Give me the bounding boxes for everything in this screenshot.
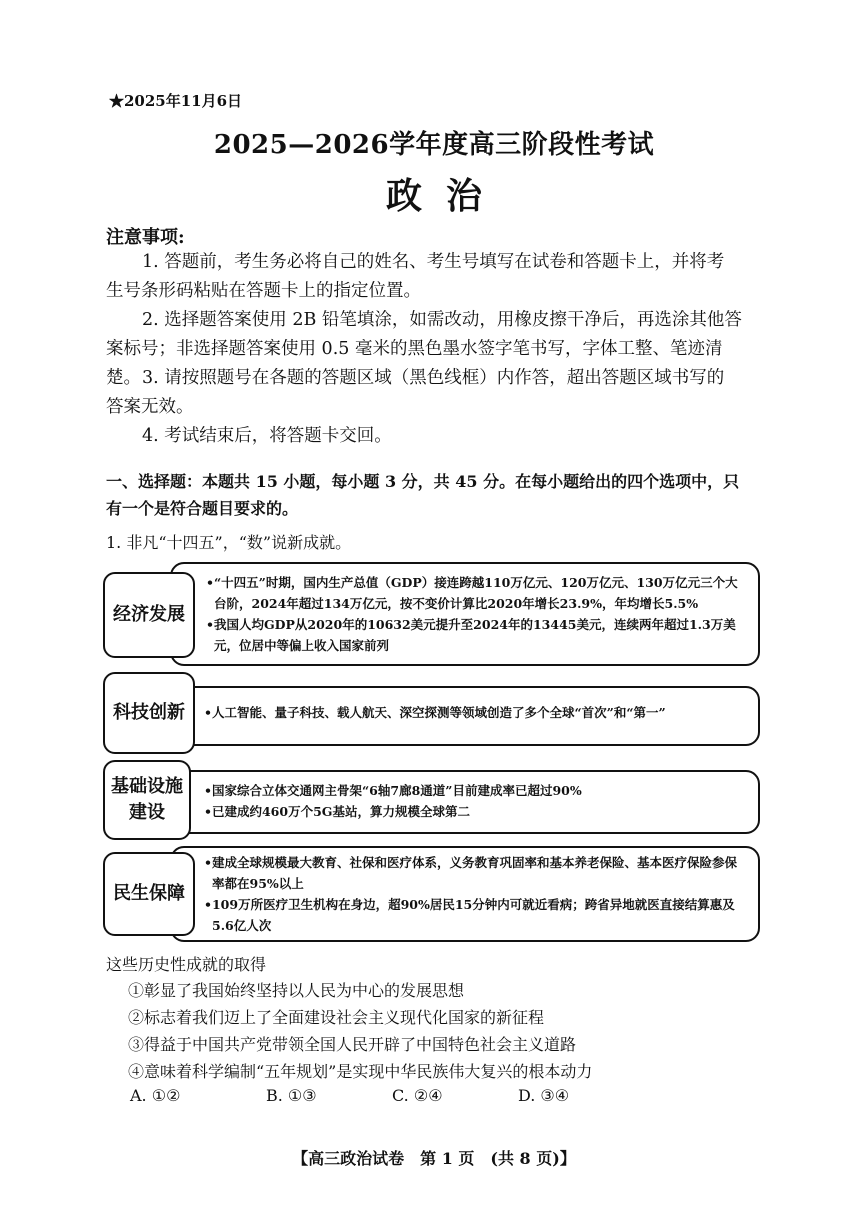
row-bullets-economy (206, 572, 746, 656)
choice-b[interactable]: B. ①③ (266, 1086, 317, 1105)
statement-option: ②标志着我们迈上了全面建设社会主义现代化国家的新征程 (128, 1008, 545, 1027)
exam-title: 2025—2026学年度高三阶段性考试 (213, 130, 655, 160)
question-prompt: 1. 非凡“十四五”，“数”说新成就。 (106, 533, 352, 552)
note-item (106, 364, 746, 422)
question-stem: 这些历史性成就的取得 (106, 955, 267, 974)
bullet-item: •“十四五”时期，国内生产总值（GDP）接连跨越110万亿元、120万亿元、130万亿元三个大台阶，2024年超过134万亿元，按不变价计算比2020年增长23.9%，年均增长5.5% (206, 575, 738, 611)
note-line: 2. 选择题答案使用 2B 铅笔填涂，如需改动，用橡皮擦干净后，再选涂其他答 (142, 310, 742, 330)
statement-option: ④意味着科学编制“五年规划”是实现中华民族伟大复兴的根本动力 (128, 1062, 593, 1081)
row-bullets-infrastructure (204, 780, 744, 822)
bullet-item: •人工智能、量子科技、载人航天、深空探测等领域创造了多个全球“首次”和“第一” (204, 705, 666, 720)
choice-a[interactable]: A. ①② (130, 1086, 181, 1105)
notes-heading: 注意事项: (106, 227, 185, 248)
bullet-item: •109万所医疗卫生机构在身边，超90%居民15分钟内可就近看病；跨省异地就医直接结算惠及5.6亿人次 (204, 897, 735, 933)
statement-option: ①彰显了我国始终坚持以人民为中心的发展思想 (128, 981, 465, 1000)
bullet-item: •建成全球规模最大教育、社保和医疗体系，义务教育巩固率和基本养老保险、基本医疗保险参保率都在95%以上 (204, 855, 737, 891)
section-heading: 一、选择题：本题共 15 小题，每小题 3 分，共 45 分。在每小题给出的四个选项中，只有一个是符合题目要求的。 (106, 472, 740, 518)
row-bullets-livelihood (204, 852, 744, 936)
note-line: 生号条形码粘贴在答题卡上的指定位置。 (106, 281, 421, 301)
note-line: 3. 请按照题号在各题的答题区域（黑色线框）内作答，超出答题区域书写的 (142, 368, 725, 388)
page-footer: 【高三政治试卷 第 1 页 (共 8 页)】 (292, 1149, 576, 1168)
bullet-item: •已建成约460万个5G基站，算力规模全球第二 (204, 804, 470, 819)
note-item (106, 422, 746, 451)
choice-d[interactable]: D. ③④ (518, 1086, 570, 1105)
note-line: 1. 答题前，考生务必将自己的姓名、考生号填写在试卷和答题卡上，并将考 (142, 252, 725, 272)
row-bullets-tech (204, 702, 744, 723)
bullet-item: •我国人均GDP从2020年的10632美元提升至2024年的13445美元，连续两年超过1.3万美元，位居中等偏上收入国家前列 (206, 617, 736, 653)
note-line: 答案无效。 (106, 397, 194, 417)
note-item (106, 248, 746, 306)
row-label-livelihood: 民生保障 (103, 852, 195, 936)
statement-option: ③得益于中国共产党带领全国人民开辟了中国特色社会主义道路 (128, 1035, 577, 1054)
note-line: 4. 考试结束后，将答题卡交回。 (142, 426, 392, 446)
row-label-tech: 科技创新 (103, 672, 195, 754)
note-line: 案标号；非选择题答案使用 0.5 毫米的黑色墨水签字笔书写，字体工整、笔迹清楚。 (106, 339, 723, 388)
exam-date: ★2025年11月6日 (109, 92, 243, 110)
row-label-economy: 经济发展 (103, 572, 195, 658)
choice-c[interactable]: C. ②④ (392, 1086, 443, 1105)
row-label-infrastructure: 基础设施建设 (103, 760, 191, 840)
subject-title: 政治 (385, 175, 506, 217)
bullet-item: •国家综合立体交通网主骨架“6轴7廊8通道”目前建成率已超过90% (204, 783, 582, 798)
